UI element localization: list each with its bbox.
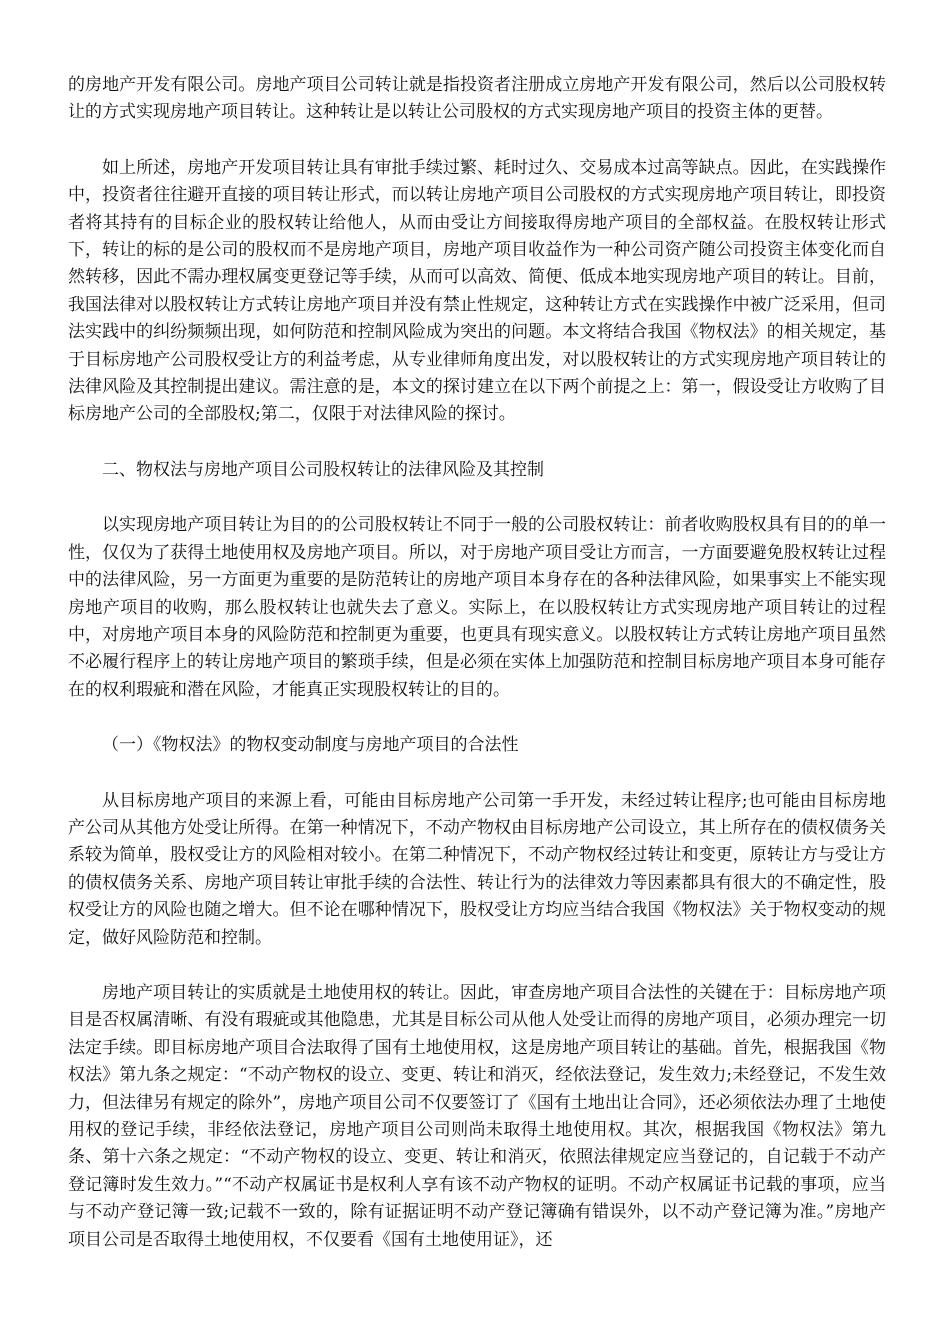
paragraph-1: 的房地产开发有限公司。房地产项目公司转让就是指投资者注册成立房地产开发有限公司，然后以公司股权转让的方式实现房地产项目转让。这种转让是以转让公司股权的方式实现房地产项目的投资主体的更替。 <box>68 75 886 123</box>
document-page <box>68 72 886 1282</box>
paragraph-4: 从目标房地产项目的来源上看，可能由目标房地产公司第一手开发，未经过转让程序;也可能由目标房地产公司从其他方处受让所得。在第一种情况下，不动产物权由目标房地产公司设立，其上所存在的债权债务关系较为简单，股权受让方的风险相对较小。在第二种情况下，不动产物权经过转让和变更，原转让方与受让方的债权债务关系、房地产项目转让审批手续的合法性、转让行为的法律效力等因素都具有很大的不确定性，股权受让方的风险也随之增大。但不论在哪种情况下，股权受让方均应当结合我国《物权法》关于物权变动的规定，做好风险防范和控制。 <box>68 790 886 948</box>
paragraph-5: 房地产项目转让的实质就是土地使用权的转让。因此，审查房地产项目合法性的关键在于：目标房地产项目是否权属清晰、有没有瑕疵或其他隐患，尤其是目标公司从他人处受让而得的房地产项目，必须办理完一切法定手续。即目标房地产项目合法取得了国有土地使用权，这是房地产项目转让的基础。首先，根据我国《物权法》第九条之规定：“不动产物权的设立、变更、转让和消灭，经依法登记，发生效力;未经登记，不发生效力，但法律另有规定的除外”，房地产项目公司不仅要签订了《国有土地出让合同》，还必须依法办理了土地使用权的登记手续，非经依法登记，房地产项目公司则尚未取得土地使用权。其次，根据我国《物权法》第九条、第十六条之规定：“不动产物权的设立、变更、转让和消灭，依照法律规定应当登记的，自记载于不动产登记簿时发生效力。”“不动产权属证书是权利人享有该不动产物权的证明。不动产权属证书记载的事项，应当与不动产登记簿一致;记载不一致的，除有证据证明不动产登记簿确有错误外，以不动产登记簿为准。”房地产项目公司是否取得土地使用权，不仅要看《国有土地使用证》，还 <box>68 982 886 1250</box>
paragraph-3: 以实现房地产项目转让为目的的公司股权转让不同于一般的公司股权转让：前者收购股权具有目的的单一性，仅仅为了获得土地使用权及房地产项目。所以，对于房地产项目受让方而言，一方面要避免股权转让过程中的法律风险，另一方面更为重要的是防范转让的房地产项目本身存在的各种法律风险，如果事实上不能实现房地产项目的收购，那么股权转让也就失去了意义。实际上，在以股权转让方式实现房地产项目转让的过程中，对房地产项目本身的风险防范和控制更为重要，也更具有现实意义。以股权转让方式转让房地产项目虽然不必履行程序上的转让房地产项目的繁琐手续，但是必须在实体上加强防范和控制目标房地产项目本身可能存在的权利瑕疵和潜在风险，才能真正实现股权转让的目的。 <box>68 515 886 700</box>
subsection-heading-1: （一）《物权法》的物权变动制度与房地产项目的合法性 <box>102 735 519 756</box>
paragraph-2: 如上所述，房地产开发项目转让具有审批手续过繁、耗时过久、交易成本过高等缺点。因此，在实践操作中，投资者往往避开直接的项目转让形式，而以转让房地产项目公司股权的方式实现房地产项目转让，即投资者将其持有的目标企业的股权转让给他人，从而由受让方间接取得房地产项目的全部权益。在股权转让形式下，转让的标的是公司的股权而不是房地产项目，房地产项目收益作为一种公司资产随公司投资主体变化而自然转移，因此不需办理权属变更登记等手续，从而可以高效、简便、低成本地实现房地产项目的转让。目前，我国法律对以股权转让方式转让房地产项目并没有禁止性规定，这种转让方式在实践操作中被广泛采用，但司法实践中的纠纷频频出现，如何防范和控制风险成为突出的问题。本文将结合我国《物权法》的相关规定，基于目标房地产公司股权受让方的利益考虑，从专业律师角度出发，对以股权转让的方式实现房地产项目转让的法律风险及其控制提出建议。需注意的是，本文的探讨建立在以下两个前提之上：第一，假设受让方收购了目标房地产公司的全部股权;第二，仅限于对法律风险的探讨。 <box>68 157 886 425</box>
section-heading-2: 二、物权法与房地产项目公司股权转让的法律风险及其控制 <box>102 459 544 480</box>
